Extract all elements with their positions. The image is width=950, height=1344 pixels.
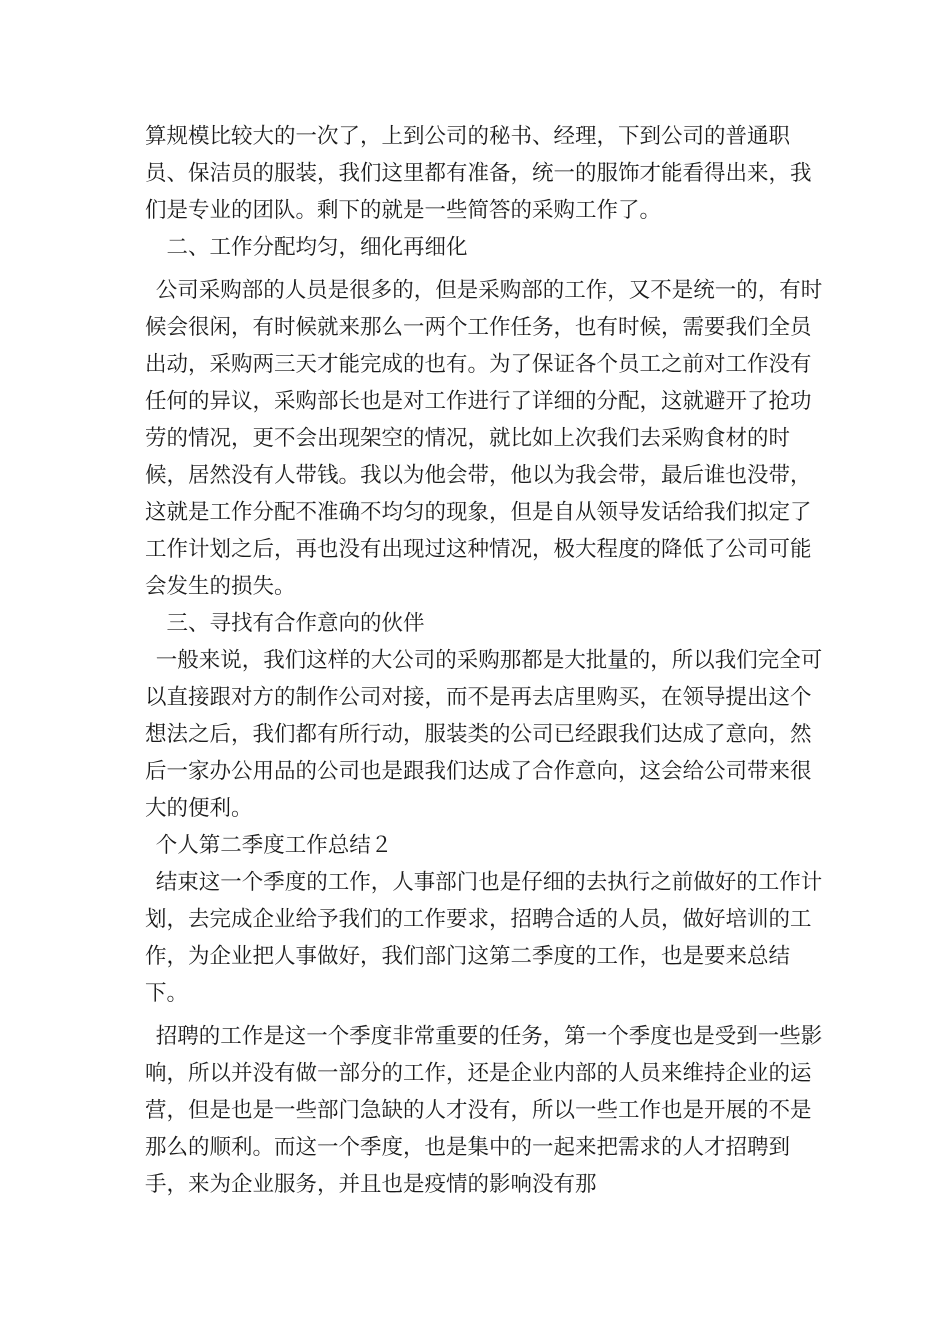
paragraph-work-allocation: 公司采购部的人员是很多的，但是采购部的工作，又不是统一的，有时候会很闲，有时候就来那么一两个工作任务，也有时候，需要我们全员出动，采购两三天才能完成的也有。为了保证各个员工之前对工作没有任何的异议，采购部长也是对工作进行了详细的分配，这就避开了抢功劳的情况，更不会出现架空的情况，就比如上次我们去采购食材的时候，居然没有人带钱。我以为他会带，他以为我会带，最后谁也没带，这就是工作分配不准确不均匀的现象，但是自从领导发话给我们拟定了工作计划之后，再也没有出现过这种情况，极大程度的降低了公司可能会发生的损失。 [145, 278, 823, 599]
section-heading-3: 三、寻找有合作意向的伙伴 [166, 611, 425, 636]
paragraph-q2-intro: 结束这一个季度的工作，人事部门也是仔细的去执行之前做好的工作计划，去完成企业给予我们的工作要求，招聘合适的人员，做好培训的工作，为企业把人事做好，我们部门这第二季度的工作，也是要来总结下。 [145, 870, 823, 1006]
document-title-q2: 个人第二季度工作总结２ [155, 833, 393, 858]
section-heading-2: 二、工作分配均匀，细化再细化 [166, 235, 468, 260]
paragraph-recruitment: 招聘的工作是这一个季度非常重要的任务，第一个季度也是受到一些影响，所以并没有做一部分的工作，还是企业内部的人员来维持企业的运营，但是也是一些部门急缺的人才没有，所以一些工作也是开展的不是那么的顺利。而这一个季度，也是集中的一起来把需求的人才招聘到手，来为企业服务，并且也是疫情的影响没有那 [145, 1024, 823, 1197]
paragraph-continuation: 算规模比较大的一次了，上到公司的秘书、经理，下到公司的普通职员、保洁员的服装，我们这里都有准备，统一的服饰才能看得出来，我们是专业的团队。剩下的就是一些简答的采购工作了。 [145, 124, 812, 223]
document-body [145, 118, 825, 1203]
paragraph-partners: 一般来说，我们这样的大公司的采购那都是大批量的，所以我们完全可以直接跟对方的制作公司对接，而不是再去店里购买，在领导提出这个想法之后，我们都有所行动，服装类的公司已经跟我们达成了意向，然后一家办公用品的公司也是跟我们达成了合作意向，这会给公司带来很大的便利。 [145, 648, 823, 821]
